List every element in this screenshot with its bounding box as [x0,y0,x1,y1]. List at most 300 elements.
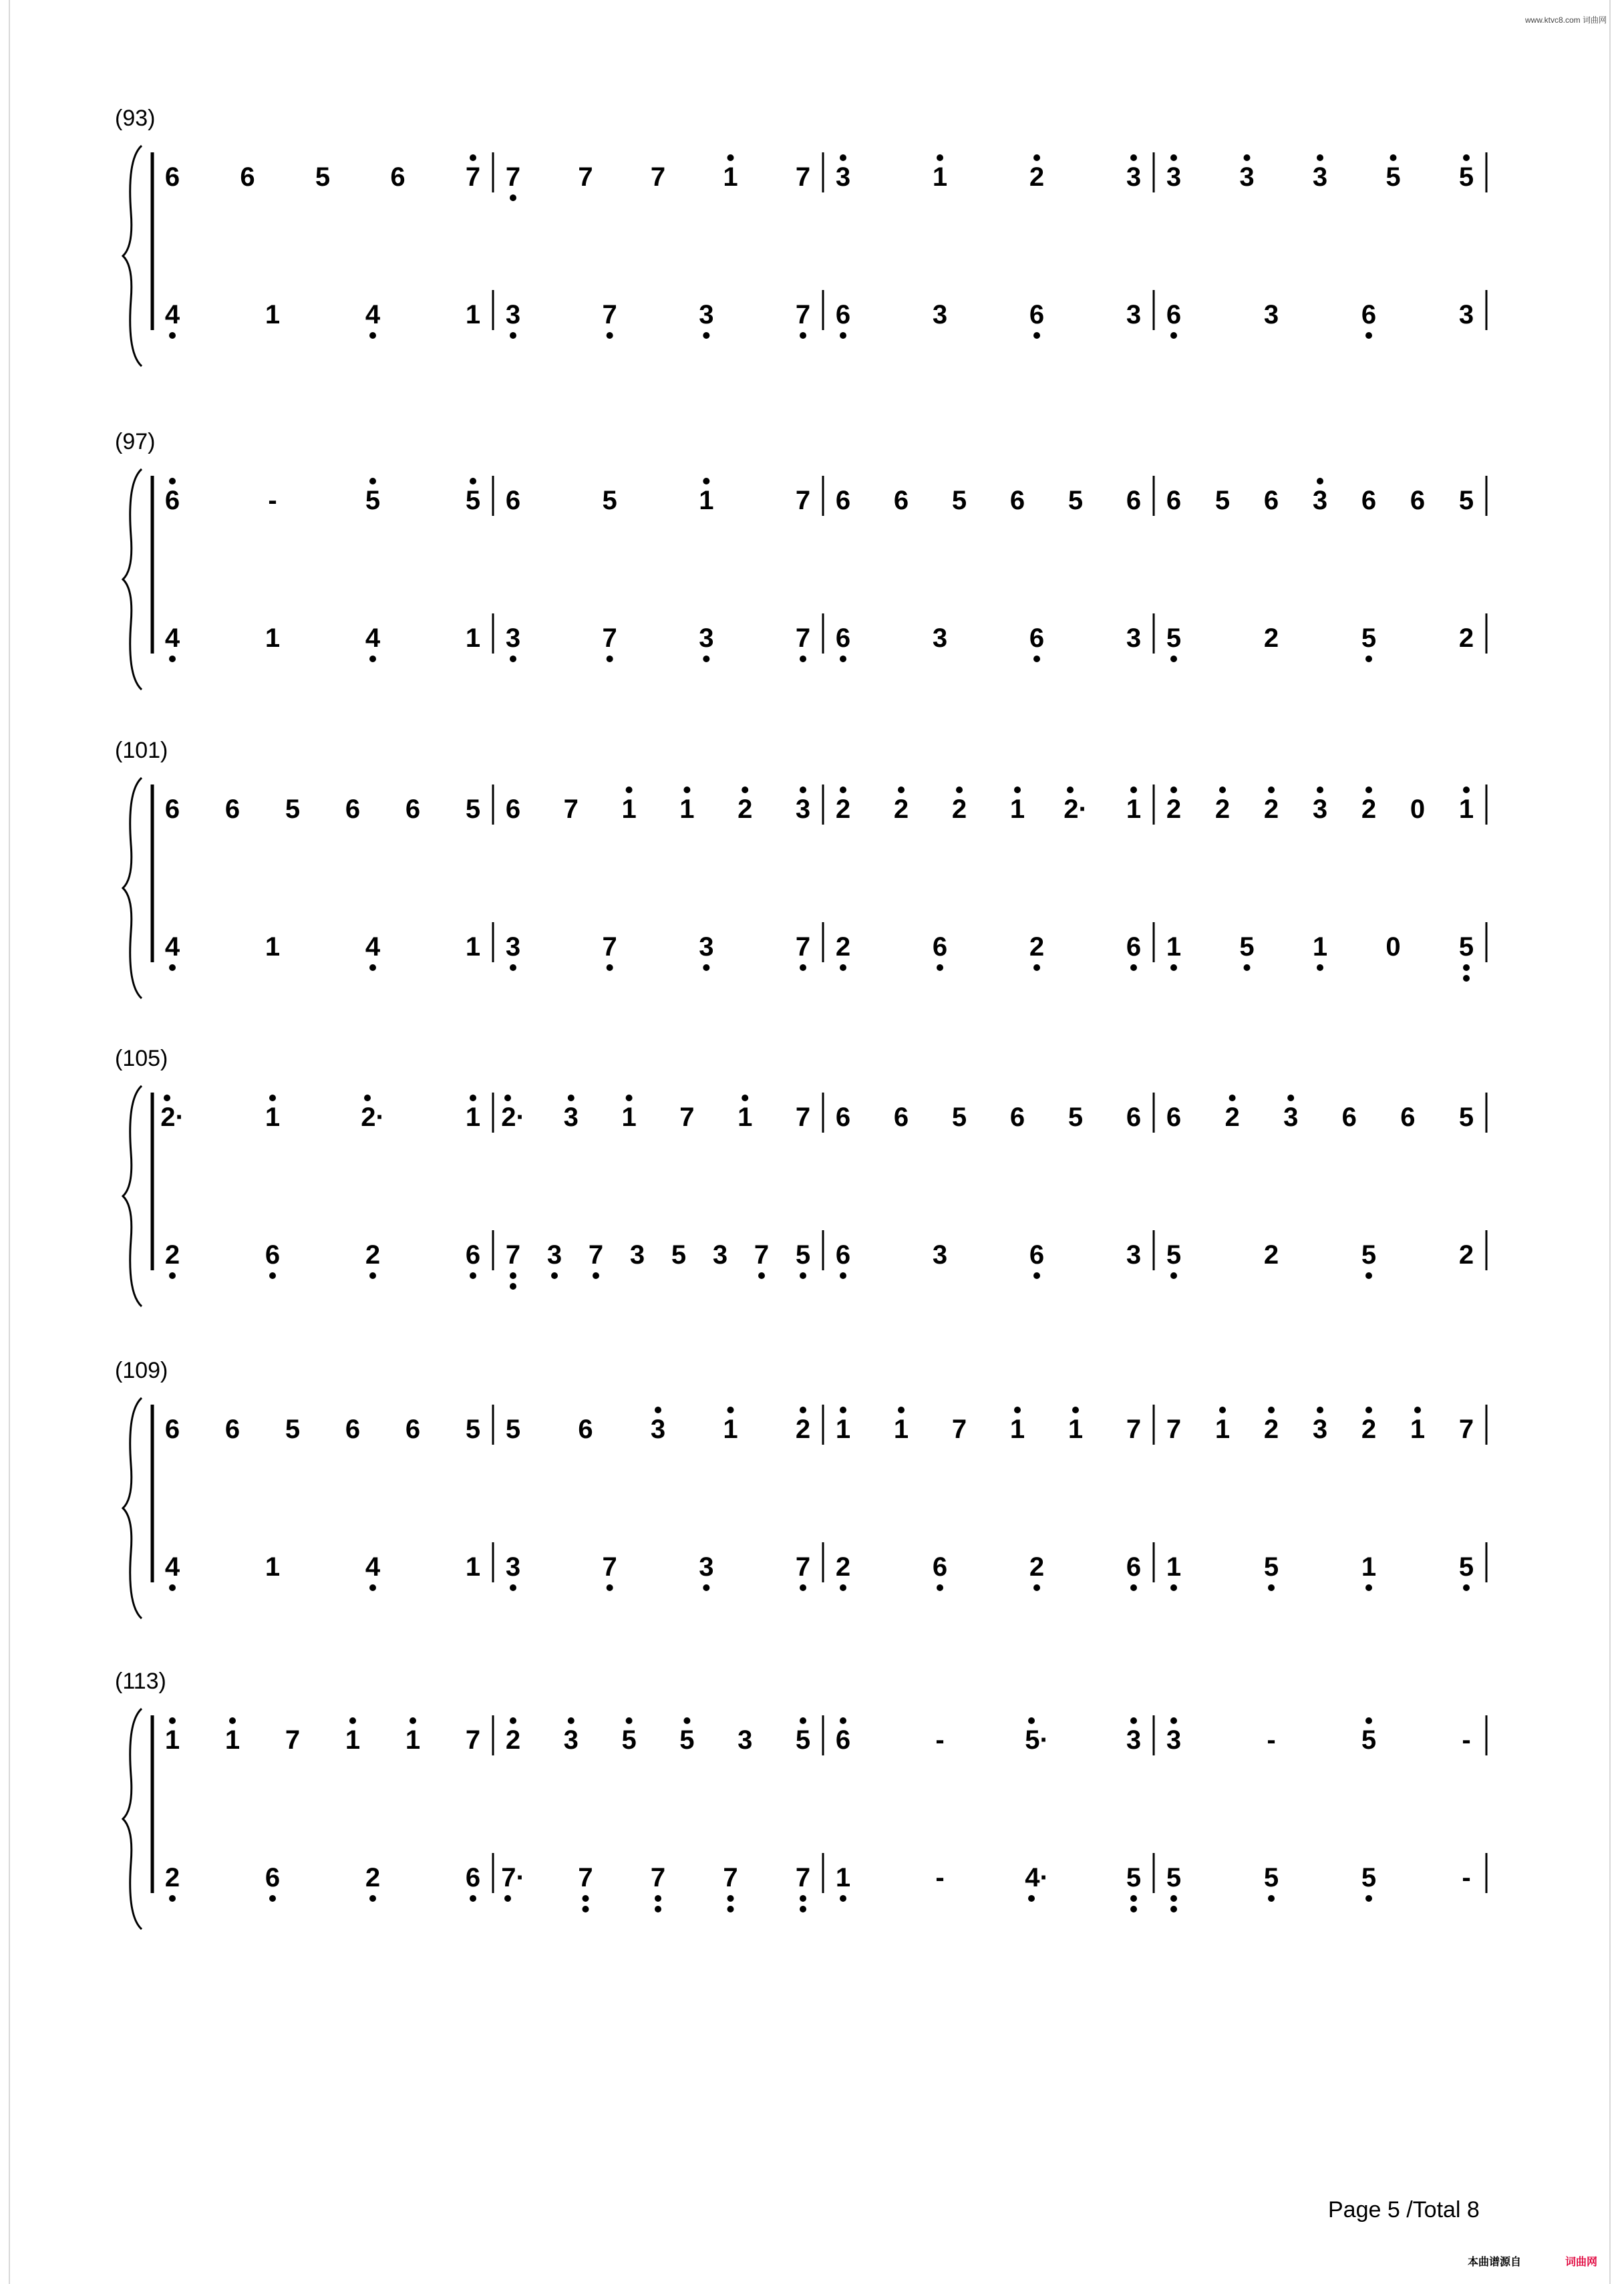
note: 7 [602,300,617,329]
note: 3 [1239,162,1255,192]
note: 2 [951,795,967,824]
note: 5 [1166,1863,1182,1892]
note: 5 [465,795,481,824]
octave-dot [1130,1906,1137,1912]
note: 3 [563,1725,579,1755]
note: 5 [1263,1863,1279,1892]
source-label: 本曲谱源自 [1468,2257,1522,2268]
octave-dot [1365,1407,1372,1413]
note: 3 [932,623,948,653]
note: 1 [1009,1415,1025,1444]
octave-dot [470,1272,476,1279]
note: 2 [1263,623,1279,653]
octave-dot [169,964,176,971]
octave-dot [504,1895,511,1902]
note: 6 [465,1863,481,1892]
octave-dot [937,1584,943,1591]
note: 1 [465,1552,481,1582]
note: 4 [365,623,381,653]
octave-dot [1317,478,1323,484]
note: 1 [465,1103,481,1132]
octave-dot [169,1272,176,1279]
note: 6 [164,795,180,824]
note: 2 [835,932,851,962]
octave-dot [1463,964,1470,971]
note: 5 [1214,486,1231,515]
octave-dot [510,1283,516,1290]
note: 6 [164,486,180,515]
note: 5 [602,486,617,515]
dash-note: - [1267,1725,1276,1755]
note: 6 [1263,486,1279,515]
measure-number: (93) [115,106,156,131]
octave-dot [369,656,376,662]
note: 5 [795,1725,811,1755]
octave-dot [1463,787,1470,793]
octave-dot [840,1717,846,1724]
octave-dot [727,1407,734,1413]
octave-dot [169,478,176,484]
octave-dot [800,1407,806,1413]
octave-dot [1365,1895,1372,1902]
octave-dot [510,656,516,662]
octave-dot [1130,787,1137,793]
note: 2· [160,1103,184,1132]
note: 5 [1458,162,1474,192]
note: 1 [1166,1552,1182,1582]
octave-dot [1463,975,1470,982]
octave-dot [1033,1584,1040,1591]
note: 2 [1458,623,1474,653]
note: 4 [164,300,180,329]
octave-dot [655,1906,661,1912]
note: 5 [285,1415,301,1444]
octave-dot [800,1272,806,1279]
note: 6 [1410,486,1426,515]
octave-dot [1028,1895,1035,1902]
note: 6 [1166,300,1182,329]
measure-number: (97) [115,429,156,454]
octave-dot [510,1272,516,1279]
note: 6 [1126,1552,1142,1582]
note: 0 [1410,795,1426,824]
octave-dot [1170,1272,1177,1279]
note: 1 [465,623,481,653]
octave-dot [1268,1895,1275,1902]
octave-dot [703,1584,709,1591]
octave-dot [655,1895,661,1902]
note: 1 [1126,795,1142,824]
octave-dot [583,1906,589,1912]
note: 7 [795,162,811,192]
note: 5 [1458,486,1474,515]
note: 5 [1361,1725,1377,1755]
note: 0 [1386,932,1401,962]
note: 1 [723,162,738,192]
note: 2 [164,1863,180,1892]
note: 6 [932,1552,948,1582]
note: 1 [224,1725,240,1755]
octave-dot [510,332,516,339]
note: 3 [546,1240,562,1270]
note: 7 [795,932,811,962]
note: 6 [1029,623,1045,653]
octave-dot [1130,1584,1137,1591]
octave-dot [840,154,846,161]
note: 1 [164,1725,180,1755]
note: 7 [754,1240,770,1270]
note: 3 [1312,486,1328,515]
octave-dot [1219,787,1226,793]
octave-dot [626,1717,633,1724]
octave-dot [727,1895,734,1902]
dash-note: - [1462,1863,1471,1892]
note: 7 [795,300,811,329]
octave-dot [1170,1895,1177,1902]
note: 5 [1386,162,1401,192]
octave-dot [1014,787,1021,793]
octave-dot [1365,1717,1372,1724]
note: 7 [1458,1415,1474,1444]
note: 7· [501,1863,525,1892]
note: 3 [505,300,521,329]
note: 2 [795,1415,811,1444]
note: 6 [1126,486,1142,515]
octave-dot [1463,1584,1470,1591]
note: 5 [679,1725,695,1755]
note: 6 [1341,1103,1357,1132]
site-header: www.ktvc8.com 词曲网 [1524,15,1607,25]
octave-dot [840,1584,846,1591]
octave-dot [1229,1095,1236,1101]
note: 3 [1312,1415,1328,1444]
note: 1 [621,1103,637,1132]
octave-dot [1170,964,1177,971]
note: 5 [1361,623,1377,653]
note: 7 [578,162,593,192]
octave-dot [1130,1717,1137,1724]
note: 1 [1068,1415,1084,1444]
octave-dot [840,1407,846,1413]
octave-dot [349,1717,356,1724]
note: 6 [465,1240,481,1270]
note: 3 [650,1415,666,1444]
note: 6 [1126,932,1142,962]
octave-dot [169,332,176,339]
page-number: Page 5 /Total 8 [1328,2197,1480,2223]
octave-dot [568,1717,575,1724]
note: 5 [1458,1552,1474,1582]
note: 7 [795,623,811,653]
note: 7 [578,1863,593,1892]
octave-dot [1219,1407,1226,1413]
note: 5 [315,162,331,192]
note: 3 [1126,623,1142,653]
note: 7 [795,486,811,515]
octave-dot [568,1095,575,1101]
octave-dot [703,964,709,971]
octave-dot [510,194,516,201]
note: 3 [1312,162,1328,192]
note: 7 [588,1240,604,1270]
octave-dot [1033,332,1040,339]
note: 3 [699,300,714,329]
octave-dot [410,1717,416,1724]
note: 6 [1029,300,1045,329]
octave-dot [956,787,963,793]
note: 2 [1225,1103,1240,1132]
note: 3 [1166,1725,1182,1755]
note: 3 [738,1725,753,1755]
octave-dot [1170,1584,1177,1591]
note: 5 [1068,486,1084,515]
note: 4 [164,1552,180,1582]
octave-dot [1365,1272,1372,1279]
note: 1 [265,623,281,653]
note: 5 [951,486,967,515]
note: 3 [629,1240,645,1270]
note: 2 [1263,1240,1279,1270]
octave-dot [840,656,846,662]
note: 6 [1166,486,1182,515]
octave-dot [369,332,376,339]
note: 6 [164,162,180,192]
note: 3 [699,932,714,962]
octave-dot [1317,1407,1323,1413]
octave-dot [269,1895,276,1902]
note: 4 [365,1552,381,1582]
octave-dot [169,1717,176,1724]
note: 7 [795,1103,811,1132]
note: 6 [1009,486,1025,515]
octave-dot [800,332,806,339]
octave-dot [369,1584,376,1591]
note: 2 [164,1240,180,1270]
note: 5 [465,486,481,515]
note: 6 [578,1415,593,1444]
octave-dot [1072,1407,1079,1413]
note: 2 [1029,162,1045,192]
note: 3 [699,1552,714,1582]
note: 3 [1283,1103,1299,1132]
octave-dot [269,1095,276,1101]
note: 6 [405,1415,421,1444]
note: 1 [723,1415,738,1444]
note: 3 [835,162,851,192]
note: 5 [365,486,381,515]
note: 7 [465,162,481,192]
octave-dot [800,656,806,662]
note: 5 [1458,932,1474,962]
note: 1 [1166,932,1182,962]
note: 6 [1400,1103,1416,1132]
note: 7 [602,1552,617,1582]
octave-dot [470,1895,476,1902]
note: 3 [712,1240,728,1270]
note: 5 [795,1240,811,1270]
note: 3 [932,1240,948,1270]
note: 5 [285,795,301,824]
note: 7 [505,162,521,192]
note: 5 [1166,1240,1182,1270]
note: 1 [1312,932,1328,962]
note: 6 [265,1240,281,1270]
note: 2 [1361,1415,1377,1444]
octave-dot [593,1272,599,1279]
note: 5 [1239,932,1255,962]
note: 3 [1166,162,1182,192]
octave-dot [937,964,943,971]
note: 6 [835,1103,851,1132]
note: 3 [1126,300,1142,329]
note: 7 [1126,1415,1142,1444]
octave-dot [898,1407,905,1413]
dash-note: - [935,1863,945,1892]
note: 4 [365,932,381,962]
octave-dot [1028,1717,1035,1724]
measure-number: (113) [115,1669,166,1694]
octave-dot [1365,787,1372,793]
octave-dot [840,1895,846,1902]
octave-dot [1033,964,1040,971]
dash-note: - [268,486,277,515]
note: 1 [265,932,281,962]
note: 2· [1064,795,1088,824]
note: 6 [164,1415,180,1444]
octave-dot [1365,332,1372,339]
note: 3 [1126,1240,1142,1270]
note: 3 [505,623,521,653]
octave-dot [937,154,943,161]
dash-note: - [1462,1725,1471,1755]
note: 2 [365,1863,381,1892]
note: 7 [679,1103,695,1132]
octave-dot [164,1095,170,1101]
note: 6 [1029,1240,1045,1270]
octave-dot [470,154,476,161]
note: 2 [1166,795,1182,824]
octave-dot [800,1584,806,1591]
note: 2· [501,1103,525,1132]
octave-dot [703,332,709,339]
note: 2 [893,795,909,824]
octave-dot [800,964,806,971]
note: 1 [465,300,481,329]
note: 5 [1361,1863,1377,1892]
octave-dot [551,1272,558,1279]
octave-dot [607,1584,613,1591]
note: 5 [1166,623,1182,653]
note: 1 [1458,795,1474,824]
octave-dot [655,1407,661,1413]
octave-dot [703,478,709,484]
octave-dot [1170,332,1177,339]
note: 7 [505,1240,521,1270]
note: 1 [893,1415,909,1444]
note: 6 [835,300,851,329]
note: 1 [1361,1552,1377,1582]
octave-dot [898,787,905,793]
note: 6 [835,1240,851,1270]
note: 1 [1214,1415,1231,1444]
octave-dot [727,154,734,161]
note: 6 [1361,486,1377,515]
octave-dot [840,1272,846,1279]
note: 5 [1361,1240,1377,1270]
note: 3 [1458,300,1474,329]
octave-dot [169,656,176,662]
note: 7 [285,1725,301,1755]
note: 7 [723,1863,738,1892]
octave-dot [1365,1584,1372,1591]
measure-number: (105) [115,1046,168,1071]
note: 2 [1263,795,1279,824]
note: 4 [164,623,180,653]
note: 1 [835,1863,851,1892]
note: 2 [1029,1552,1045,1582]
note: 7 [465,1725,481,1755]
note: 7 [951,1415,967,1444]
note: 1 [932,162,948,192]
note: 2 [365,1240,381,1270]
note: 6 [265,1863,281,1892]
octave-dot [1033,656,1040,662]
octave-dot [742,787,748,793]
octave-dot [470,1095,476,1101]
octave-dot [369,1895,376,1902]
note: 3 [1263,300,1279,329]
octave-dot [1130,154,1137,161]
octave-dot [510,1717,516,1724]
note: 6 [224,795,240,824]
octave-dot [626,1095,633,1101]
octave-dot [369,964,376,971]
octave-dot [510,1584,516,1591]
octave-dot [1268,1407,1275,1413]
note: 6 [1126,1103,1142,1132]
octave-dot [683,787,690,793]
note: 1 [738,1103,753,1132]
note: 6 [505,486,521,515]
note: 6 [893,486,909,515]
note: 6 [224,1415,240,1444]
note: 3 [505,932,521,962]
note: 6 [835,623,851,653]
note: 4 [365,300,381,329]
octave-dot [742,1095,748,1101]
note: 3 [795,795,811,824]
note: 6 [240,162,255,192]
octave-dot [626,787,633,793]
octave-dot [1170,1906,1177,1912]
note: 1 [699,486,714,515]
octave-dot [840,964,846,971]
note: 5· [1025,1725,1049,1755]
note: 6 [505,795,521,824]
octave-dot [840,332,846,339]
note: 7 [602,932,617,962]
note: 3 [505,1552,521,1582]
octave-dot [1268,1584,1275,1591]
octave-dot [169,1895,176,1902]
note: 1 [621,795,637,824]
note: 7 [650,1863,666,1892]
note: 5 [505,1415,521,1444]
note: 7 [563,795,579,824]
octave-dot [1268,787,1275,793]
note: 6 [835,1725,851,1755]
octave-dot [1170,656,1177,662]
